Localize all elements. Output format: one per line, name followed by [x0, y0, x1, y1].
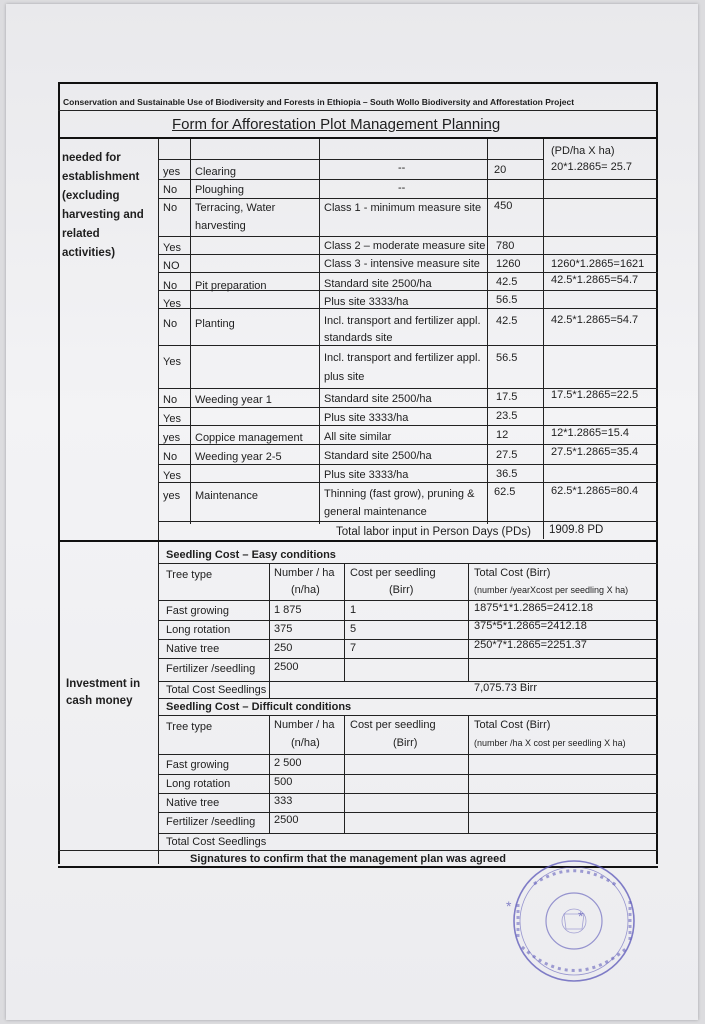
easy-type: Fertilizer /seedling [166, 663, 256, 675]
svg-text:*: * [506, 898, 512, 914]
row-activity: Weeding year 1 [195, 394, 272, 406]
grid-line [58, 850, 658, 851]
table-border-left [58, 82, 60, 864]
difficult-type: Long rotation [166, 778, 231, 790]
row-activity-cont: harvesting [195, 220, 246, 232]
row-answer: Yes [163, 470, 181, 482]
grid-line [158, 407, 658, 408]
grid-line [158, 658, 658, 659]
grid-line [487, 139, 488, 524]
grid-line [158, 715, 658, 716]
row-detail: Standard site 2500/ha [324, 278, 432, 290]
row-activity: Clearing [195, 166, 236, 178]
row-detail: Incl. transport and fertilizer appl. [324, 352, 481, 364]
difficult-type: Fast growing [166, 759, 229, 771]
row-answer: Yes [163, 413, 181, 425]
row-detail: All site similar [324, 431, 392, 443]
document-page [6, 4, 698, 1020]
row-detail: Thinning (fast grow), pruning & [324, 488, 475, 500]
row-pd: 450 [494, 200, 513, 212]
official-stamp-icon [494, 859, 664, 989]
row-detail: -- [398, 162, 406, 174]
row-calc: 42.5*1.2865=54.7 [551, 274, 639, 286]
row-answer: Yes [163, 242, 181, 254]
section-label-establishment [62, 149, 144, 263]
grid-line [158, 681, 658, 682]
row-answer: No [163, 451, 178, 463]
row-answer: No [163, 318, 178, 330]
col-cost-unit: (Birr) [393, 737, 418, 749]
row-answer: yes [163, 166, 181, 178]
label-line: related [62, 228, 100, 240]
label-line: Investment in [66, 678, 141, 690]
col-total: Total Cost (Birr) [474, 567, 551, 579]
difficult-total-label: Total Cost Seedlings [166, 836, 267, 848]
grid-line [158, 563, 658, 564]
row-calc: 62.5*1.2865=80.4 [551, 485, 639, 497]
easy-number: 2500 [274, 661, 299, 673]
grid-line [158, 793, 658, 794]
divider [58, 110, 658, 111]
row-pd: 56.5 [496, 294, 518, 306]
row-detail: Plus site 3333/ha [324, 469, 409, 481]
grid-line [158, 833, 658, 834]
grid-line [158, 482, 658, 483]
row-answer: yes [163, 432, 181, 444]
row-calc: 17.5*1.2865=22.5 [551, 389, 639, 401]
row-pd: 42.5 [496, 315, 518, 327]
easy-cost: 5 [350, 623, 357, 635]
row-pd: 20 [494, 164, 507, 176]
label-line: establishment [62, 171, 140, 183]
row-answer: Yes [163, 298, 181, 310]
col-cost: Cost per seedling [350, 719, 436, 731]
row-calc: 1260*1.2865=1621 [551, 258, 645, 270]
form-title: Form for Afforestation Plot Management Planning [172, 116, 501, 133]
row-calc: 27.5*1.2865=35.4 [551, 446, 639, 458]
row-detail: Standard site 2500/ha [324, 393, 432, 405]
grid-line [158, 521, 658, 522]
row-activity: Terracing, Water [195, 202, 276, 214]
easy-heading: Seedling Cost – Easy conditions [166, 549, 336, 561]
table-border-right [656, 82, 658, 864]
grid-line [158, 198, 658, 199]
easy-type: Native tree [166, 643, 220, 655]
grid-line [190, 139, 191, 524]
row-detail: Plus site 3333/ha [324, 296, 409, 308]
row-pd: 17.5 [496, 391, 518, 403]
row-answer: No [163, 280, 178, 292]
col-number: Number / ha [274, 719, 335, 731]
row-pd: 12 [496, 429, 509, 441]
grid-line [158, 254, 658, 255]
row-answer: NO [163, 260, 180, 272]
row-pd: 27.5 [496, 449, 518, 461]
label-line: (excluding [62, 190, 120, 202]
row-calc: 42.5*1.2865=54.7 [551, 314, 639, 326]
easy-total: 250*7*1.2865=2251.37 [474, 639, 587, 651]
grid-line [158, 600, 658, 601]
grid-line [468, 563, 469, 682]
row-pd: 1260 [496, 258, 521, 270]
row-detail-cont: general maintenance [324, 506, 427, 518]
difficult-type: Fertilizer /seedling [166, 816, 256, 828]
row-activity: Pit preparation [195, 280, 267, 292]
row-pd: 23.5 [496, 410, 518, 422]
section-label-investment [66, 676, 140, 710]
col-number-unit: (n/ha) [291, 737, 320, 749]
easy-total: 1875*1*1.2865=2412.18 [474, 602, 593, 614]
divider [58, 137, 658, 139]
row-calc: 12*1.2865=15.4 [551, 427, 629, 439]
row-answer: Yes [163, 356, 181, 368]
label-line: cash money [66, 695, 133, 707]
difficult-heading: Seedling Cost – Difficult conditions [166, 701, 352, 713]
row-detail: Plus site 3333/ha [324, 412, 409, 424]
grid-line [319, 139, 320, 524]
row-detail: Class 2 – moderate measure site [324, 240, 486, 252]
col-cost: Cost per seedling [350, 567, 436, 579]
col-tree-type: Tree type [166, 721, 213, 733]
row-detail: Class 3 - intensive measure site [324, 258, 480, 270]
grid-line [158, 159, 543, 160]
table-border-top [58, 82, 658, 84]
col-number-unit: (n/ha) [291, 584, 320, 596]
row-pd: 36.5 [496, 468, 518, 480]
easy-type: Fast growing [166, 605, 229, 617]
row-activity: Planting [195, 318, 235, 330]
grid-line [158, 425, 658, 426]
easy-number: 250 [274, 642, 293, 654]
col-total: Total Cost (Birr) [474, 719, 551, 731]
easy-number: 1 875 [274, 604, 302, 616]
row-answer: No [163, 184, 178, 196]
row-pd: 62.5 [494, 486, 516, 498]
difficult-type: Native tree [166, 797, 220, 809]
col-total-formula: (number /ha X cost per seedling X ha) [474, 738, 626, 748]
row-activity: Ploughing [195, 184, 244, 196]
col-tree-type: Tree type [166, 569, 213, 581]
easy-cost: 7 [350, 642, 357, 654]
grid-line [158, 345, 658, 346]
easy-total: 375*5*1.2865=2412.18 [474, 620, 587, 632]
grid-line [158, 236, 658, 237]
easy-cost: 1 [350, 604, 357, 616]
pd-formula-header: (PD/ha X ha) [551, 145, 615, 157]
label-line: activities) [62, 247, 116, 259]
row-detail-cont: plus site [324, 371, 365, 383]
grid-line [158, 179, 658, 180]
grid-line [158, 754, 658, 755]
col-total-formula: (number /yearXcost per seedling X ha) [474, 585, 629, 595]
row-answer: No [163, 202, 178, 214]
difficult-number: 500 [274, 776, 293, 788]
grid-line [543, 139, 544, 539]
easy-number: 375 [274, 623, 293, 635]
easy-type: Long rotation [166, 624, 231, 636]
row-activity: Coppice management [195, 432, 303, 444]
grid-line [158, 464, 658, 465]
grid-line [158, 139, 159, 864]
total-labor-label: Total labor input in Person Days (PDs) [336, 526, 531, 538]
grid-line [158, 698, 658, 699]
divider [58, 540, 658, 542]
col-number: Number / ha [274, 567, 335, 579]
row-pd: 42.5 [496, 276, 518, 288]
grid-line [344, 563, 345, 682]
label-line: harvesting and [62, 209, 144, 221]
row-detail: -- [398, 182, 406, 194]
row-answer: No [163, 394, 178, 406]
difficult-number: 333 [274, 795, 293, 807]
col-cost-unit: (Birr) [389, 584, 414, 596]
row-detail: Standard site 2500/ha [324, 450, 432, 462]
row-answer: yes [163, 490, 181, 502]
easy-total-label: Total Cost Seedlings [166, 684, 267, 696]
row-detail-cont: standards site [324, 332, 393, 344]
row-detail: Incl. transport and fertilizer appl. [324, 315, 481, 327]
difficult-number: 2500 [274, 814, 299, 826]
row-pd: 56.5 [496, 352, 518, 364]
easy-total-value: 7,075.73 Birr [474, 682, 537, 694]
signatures-label: Signatures to confirm that the management plan was agreed [190, 853, 507, 865]
row-pd: 780 [496, 240, 515, 252]
grid-line [158, 812, 658, 813]
row-activity: Maintenance [195, 490, 258, 502]
svg-text:*: * [578, 908, 584, 924]
difficult-number: 2 500 [274, 757, 302, 769]
grid-line [158, 272, 658, 273]
label-line: needed for [62, 152, 121, 164]
grid-line [158, 774, 658, 775]
grid-line [269, 563, 270, 699]
row-detail: Class 1 - minimum measure site [324, 202, 482, 214]
project-title: Conservation and Sustainable Use of Biodiversity and Forests in Ethiopia – South Wollo Biodiversity and Afforestation Project [63, 97, 575, 107]
row-activity: Weeding year 2-5 [195, 451, 282, 463]
pd-formula-example: 20*1.2865= 25.7 [551, 161, 633, 173]
total-labor-value: 1909.8 PD [549, 524, 604, 536]
